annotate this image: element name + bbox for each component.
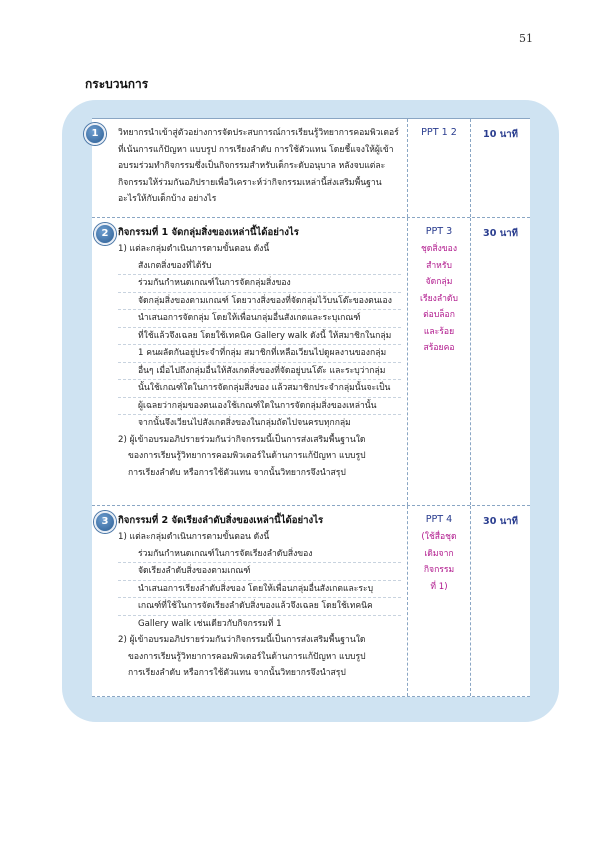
text-line: ร่วมกันกำหนดเกณฑ์ในการจัดกลุ่มสิ่งของ	[118, 275, 401, 293]
time-cell	[471, 506, 530, 696]
text-line: ผู้เฉลยว่ากลุ่มของตนเองใช้เกณฑ์ใดในการจัดกลุ่มสิ่งของเหล่านั้น	[118, 398, 401, 416]
page-number: 51	[519, 32, 533, 45]
table-row	[92, 506, 530, 697]
time-label: 30 นาที	[483, 516, 518, 527]
text-line: ของการเรียนรู้วิทยาการคอมพิวเตอร์ในด้านการแก้ปัญหา แบบรูป	[128, 451, 366, 461]
media-note-line: จัดกลุ่ม	[425, 277, 453, 287]
text-line: วิทยากรนำเข้าสู่ตัวอย่างการจัดประสบการณ์การเรียนรู้วิทยาการคอมพิวเตอร์	[118, 128, 399, 138]
step-number-badge: 3	[94, 511, 116, 533]
ppt-label: PPT 1 2	[421, 127, 457, 138]
time-label: 30 นาที	[483, 228, 518, 239]
table-row	[92, 218, 530, 506]
media-note-line: สำหรับ	[426, 260, 452, 271]
media-note-line: ต่อบล็อก	[423, 310, 455, 320]
media-note-line: (ใช้สื่อชุด	[421, 532, 457, 542]
text-line: การเรียงลำดับ หรือการใช้ตัวแทน จากนั้นวิทยากรจึงนำสรุป	[128, 668, 346, 678]
step-number-badge: 1	[84, 123, 106, 145]
text-line: อบรมร่วมทำกิจกรรมซึ่งเป็นกิจกรรมสำหรับเด็กระดับอนุบาล หลังจบแต่ละ	[118, 161, 386, 171]
activity-cell	[92, 218, 408, 505]
section-heading: กระบวนการ	[85, 77, 149, 91]
table-row	[92, 118, 530, 218]
text-line: 1) แต่ละกลุ่มดำเนินการตามขั้นตอน ดังนี้	[118, 532, 270, 542]
media-cell	[408, 506, 471, 696]
text-line: Gallery walk เช่นเดียวกับกิจกรรมที่ 1	[138, 618, 282, 629]
time-cell	[471, 119, 530, 217]
media-note-line: เดิมจาก	[424, 548, 454, 559]
text-line: 2) ผู้เข้าอบรมอภิปรายร่วมกันว่ากิจกรรมนี้เป็นการส่งเสริมพื้นฐานใด	[118, 434, 366, 445]
media-note-line: สร้อยคอ	[423, 343, 455, 353]
media-note	[408, 529, 470, 595]
activity-cell	[92, 119, 408, 217]
text-line: จัดกลุ่มสิ่งของตามเกณฑ์ โดยวางสิ่งของที่จัดกลุ่มไว้บนโต๊ะของตนเอง	[118, 293, 401, 311]
text-line: อะไรให้กับเด็กบ้าง อย่างไร	[118, 194, 217, 204]
activity-title: กิจกรรมที่ 2 จัดเรียงลำดับสิ่งของเหล่านี้ได้อย่างไร	[118, 515, 324, 526]
text-line: การเรียงลำดับ หรือการใช้ตัวแทน จากนั้นวิทยากรจึงนำสรุป	[128, 467, 346, 478]
text-line: 2) ผู้เข้าอบรมอภิปรายร่วมกันว่ากิจกรรมนี้เป็นการส่งเสริมพื้นฐานใด	[118, 635, 366, 645]
text-line: อื่นๆ เมื่อไปถึงกลุ่มอื่นให้สังเกตสิ่งของที่จัดอยู่บนโต๊ะ และระบุว่ากลุ่ม	[118, 363, 401, 381]
time-cell	[471, 218, 530, 505]
media-note	[408, 241, 470, 357]
text-line: นั้นใช้เกณฑ์ใดในการจัดกลุ่มสิ่งของ แล้วสมาชิกประจำกลุ่มนั้นจะเป็น	[118, 380, 401, 398]
text-line: จัดเรียงลำดับสิ่งของตามเกณฑ์	[118, 563, 401, 581]
text-line: กิจกรรมให้ร่วมกันอภิปรายเพื่อวิเคราะห์ว่ากิจกรรมเหล่านี้ส่งเสริมพื้นฐาน	[118, 177, 382, 188]
time-label: 10 นาที	[483, 129, 518, 140]
text-line: 1 คนผลัดกันอยู่ประจำที่กลุ่ม สมาชิกที่เหลือเวียนไปดูผลงานของกลุ่ม	[118, 345, 401, 363]
media-note-line: เรียงลำดับ	[420, 293, 458, 304]
media-note-line: และร้อย	[423, 326, 455, 337]
text-line: จากนั้นจึงเวียนไปสังเกตสิ่งของในกลุ่มถัดไปจนครบทุกกลุ่ม	[138, 418, 351, 428]
media-cell	[408, 119, 471, 217]
step-number-badge: 2	[94, 223, 116, 245]
text-line: ที่ใช้แล้วจึงเฉลย โดยใช้เทคนิค Gallery walk ดังนี้ ให้สมาชิกในกลุ่ม	[118, 328, 401, 346]
text-line: ร่วมกันกำหนดเกณฑ์ในการจัดเรียงลำดับสิ่งของ	[118, 546, 401, 564]
text-line: นำเสนอการเรียงลำดับสิ่งของ โดยให้เพื่อนกลุ่มอื่นสังเกตและระบุ	[118, 581, 401, 599]
text-line: 1) แต่ละกลุ่มดำเนินการตามขั้นตอน ดังนี้	[118, 244, 270, 254]
ppt-label: PPT 3	[425, 226, 453, 237]
text-line: นำเสนอการจัดกลุ่ม โดยให้เพื่อนกลุ่มอื่นสังเกตและระบุเกณฑ์	[118, 310, 401, 328]
text-line: ของการเรียนรู้วิทยาการคอมพิวเตอร์ในด้านการแก้ปัญหา แบบรูป	[128, 651, 366, 662]
ppt-label: PPT 4	[425, 514, 453, 525]
process-table	[92, 118, 530, 697]
media-note-line: กิจกรรม	[423, 565, 455, 575]
text-line: เกณฑ์ที่ใช้ในการจัดเรียงลำดับสิ่งของแล้วจึงเฉลย โดยใช้เทคนิค	[118, 598, 401, 616]
text-line: ที่เน้นการแก้ปัญหา แบบรูป การเรียงลำดับ การใช้ตัวแทน โดยชี้แจงให้ผู้เข้า	[118, 144, 394, 155]
activity-cell	[92, 506, 408, 696]
media-cell	[408, 218, 471, 505]
media-note-line: ที่ 1)	[430, 581, 448, 592]
text-line: สังเกตสิ่งของที่ได้รับ	[118, 258, 401, 276]
media-note-line: ชุดสิ่งของ	[420, 244, 458, 254]
activity-title: กิจกรรมที่ 1 จัดกลุ่มสิ่งของเหล่านี้ได้อย่างไร	[118, 227, 299, 238]
